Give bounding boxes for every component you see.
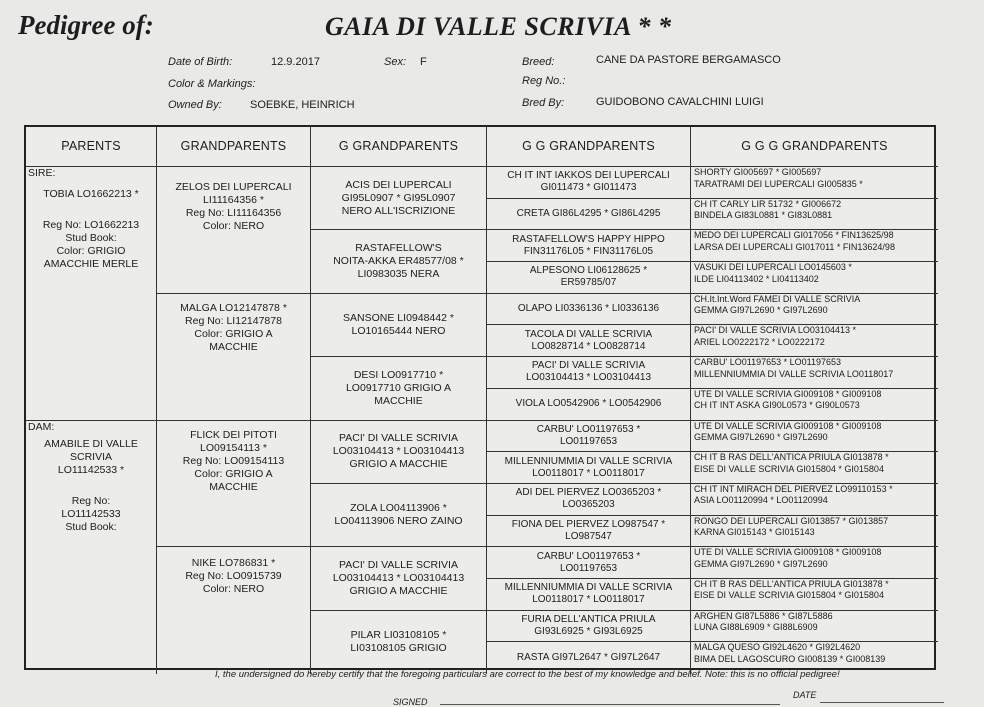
g-grandparent-cell bbox=[311, 421, 487, 484]
ggp-line: GRIGIO A MACCHIE bbox=[349, 458, 448, 471]
ggggp-line: ILDE LI04113402 * LI04113402 bbox=[694, 273, 819, 284]
gggp-line: LO03104413 * LO03104413 bbox=[525, 372, 652, 384]
sire-color: Color: GRIGIO bbox=[56, 245, 126, 257]
gp-line: MACCHIE bbox=[209, 480, 258, 493]
ggggp-line: RONGO DEI LUPERCALI GI013857 * GI013857 bbox=[694, 515, 889, 526]
dam-reg-1: Reg No: bbox=[71, 494, 111, 507]
grandparent-cell bbox=[157, 167, 311, 294]
dam-studbook: Stud Book: bbox=[65, 520, 117, 533]
gp-line: Reg No: LI11164356 bbox=[185, 207, 282, 219]
ggggp-line: KARNA GI015143 * GI015143 bbox=[694, 527, 815, 538]
g-grandparent-cell bbox=[311, 294, 487, 357]
ggg-grandparent-cell bbox=[691, 230, 938, 262]
header-parents: PARENTS bbox=[26, 127, 157, 167]
gggp-line: GI93L6925 * GI93L6925 bbox=[534, 625, 643, 637]
dam-cell bbox=[26, 421, 157, 675]
ggggp-line: MALGA QUESO GI92L4620 * GI92L4620 bbox=[694, 642, 861, 653]
gp-line: LO09154113 * bbox=[200, 441, 267, 454]
gggp-line: GI011473 * GI011473 bbox=[540, 182, 637, 194]
ggp-line: LO03104413 * LO03104413 bbox=[332, 571, 465, 584]
ggp-line: ZOLA LO04113906 * bbox=[350, 502, 447, 515]
date-label: DATE bbox=[793, 690, 817, 700]
dam-name-1: AMABILE DI VALLE bbox=[44, 437, 138, 450]
sire-tag: SIRE: bbox=[28, 167, 56, 179]
dam-name-2: SCRIVIA bbox=[69, 450, 112, 463]
dob-label: Date of Birth: bbox=[168, 56, 233, 68]
ggggp-line: EISE DI VALLE SCRIVIA GI015804 * GI015804 bbox=[694, 590, 884, 601]
ggp-line: RASTAFELLOW'S bbox=[355, 242, 442, 255]
gggp-line: FIN31176L05 * FIN31176L05 bbox=[523, 245, 654, 257]
gggp-line: CH IT INT IAKKOS DEI LUPERCALI bbox=[507, 170, 670, 182]
gg-grandparent-cell bbox=[487, 262, 691, 294]
gggp-line: LO01197653 bbox=[559, 435, 618, 447]
gg-grandparent-cell bbox=[487, 199, 691, 231]
gp-line: Color: GRIGIO A bbox=[194, 327, 273, 340]
ggg-grandparent-cell bbox=[691, 516, 938, 548]
breed-label: Breed: bbox=[522, 56, 555, 68]
ggp-line: LO10165444 NERO bbox=[351, 324, 446, 337]
gggp-line: ER59785/07 bbox=[560, 277, 617, 289]
ggg-grandparent-cell bbox=[691, 325, 938, 357]
sex-value: F bbox=[420, 56, 427, 68]
ggggp-line: BIMA DEL LAGOSCURO GI008139 * GI008139 bbox=[694, 653, 886, 664]
grandparent-cell bbox=[157, 421, 311, 548]
gggp-line: FIONA DEL PIERVEZ LO987547 * bbox=[511, 518, 666, 530]
ggggp-line: TARATRAMI DEI LUPERCALI GI005835 * bbox=[694, 178, 863, 189]
sire-studbook: Stud Book: bbox=[65, 232, 117, 244]
gggp-line: VIOLA LO0542906 * LO0542906 bbox=[515, 398, 662, 410]
ggp-line: LI0983035 NERA bbox=[357, 268, 440, 281]
gg-grandparent-cell bbox=[487, 357, 691, 389]
certification-text: I, the undersigned do hereby certify that the foregoing particulars are correct to the best of my knowledge and belief. Note: this is no official pedigree! bbox=[215, 669, 840, 680]
gp-line: Color: GRIGIO A bbox=[194, 467, 273, 480]
ggggp-line: MILLENNIUMMIA DI VALLE SCRIVIA LO0118017 bbox=[694, 368, 894, 379]
sire-name: TOBIA LO1662213 * bbox=[43, 188, 139, 200]
gggp-line: CARBU' LO01197653 * bbox=[536, 423, 641, 435]
ggggp-line: LARSA DEI LUPERCALI GI017011 * FIN13624/98 bbox=[694, 241, 895, 252]
gp-line: FLICK DEI PITOTI bbox=[190, 428, 277, 441]
dam-tag: DAM: bbox=[28, 420, 55, 433]
breeder-value: GUIDOBONO CAVALCHINI LUIGI bbox=[596, 96, 764, 108]
ggg-grandparent-cell bbox=[691, 484, 938, 516]
grandparent-cell bbox=[157, 547, 311, 674]
gggp-line: LO0118017 * LO0118017 bbox=[532, 594, 645, 606]
header-gg-grandparents: G G GRANDPARENTS bbox=[487, 127, 691, 167]
ggggp-line: CH.It.Int.Word FAMEI DI VALLE SCRIVIA bbox=[694, 293, 861, 304]
gp-line: Color: NERO bbox=[202, 583, 265, 596]
dam-reg-2: LO11142533 bbox=[61, 507, 121, 520]
dam-name-3: LO11142533 * bbox=[57, 463, 125, 476]
ggp-line: PACI' DI VALLE SCRIVIA bbox=[339, 558, 458, 571]
ggg-grandparent-cell bbox=[691, 547, 938, 579]
header-g-grandparents: G GRANDPARENTS bbox=[311, 127, 487, 167]
bred-by-label: Bred By: bbox=[522, 97, 565, 109]
gggp-line: PACI' DI VALLE SCRIVIA bbox=[531, 360, 646, 372]
ggg-grandparent-cell bbox=[691, 357, 938, 389]
sire-color2: AMACCHIE MERLE bbox=[43, 258, 139, 270]
ggggp-line: ARIEL LO0222172 * LO0222172 bbox=[694, 336, 825, 347]
sire-cell bbox=[26, 167, 157, 421]
ggggp-line: CARBU' LO01197653 * LO01197653 bbox=[694, 357, 841, 368]
ggggp-line: MEDO DEI LUPERCALI GI017056 * FIN13625/98 bbox=[694, 230, 894, 241]
breed-value: CANE DA PASTORE BERGAMASCO bbox=[596, 54, 781, 66]
gggp-line: LO0118017 * LO0118017 bbox=[532, 467, 645, 479]
ggp-line: LI03108105 GRIGIO bbox=[350, 642, 447, 655]
ggggp-line: CH IT B RAS DELL'ANTICA PRIULA GI013878 * bbox=[694, 452, 889, 463]
sire-reg: Reg No: LO1662213 bbox=[42, 219, 140, 231]
signed-label: SIGNED bbox=[393, 697, 428, 707]
gggp-line: LO0365203 bbox=[562, 499, 615, 511]
header-ggg-grandparents: G G G GRANDPARENTS bbox=[691, 127, 938, 167]
ggp-line: NOITA-AKKA ER48577/08 * bbox=[333, 255, 464, 268]
ggp-line: ACIS DEI LUPERCALI bbox=[345, 178, 452, 191]
ggp-line: PILAR LI03108105 * bbox=[350, 629, 447, 642]
ggggp-line: GEMMA GI97L2690 * GI97L2690 bbox=[694, 432, 828, 442]
gg-grandparent-cell bbox=[487, 484, 691, 516]
ggggp-line: CH IT INT MIRACH DEL PIERVEZ LO99110153 * bbox=[694, 483, 893, 494]
ggg-grandparent-cell bbox=[691, 421, 938, 453]
ggp-line: LO04113906 NERO ZAINO bbox=[334, 515, 463, 528]
gg-grandparent-cell bbox=[487, 452, 691, 484]
g-grandparent-cell bbox=[311, 611, 487, 674]
ggggp-line: VASUKI DEI LUPERCALI LO0145603 * bbox=[694, 262, 852, 273]
ggggp-line: UTE DI VALLE SCRIVIA GI009108 * GI009108 bbox=[694, 547, 882, 558]
ggg-grandparent-cell bbox=[691, 452, 938, 484]
ggggp-line: CH IT CARLY LIR 51732 * GI006672 bbox=[694, 198, 842, 209]
header-grandparents: GRANDPARENTS bbox=[157, 127, 311, 167]
gg-grandparent-cell bbox=[487, 325, 691, 357]
ggggp-line: UTE DI VALLE SCRIVIA GI009108 * GI009108 bbox=[694, 420, 882, 431]
ggggp-line: EISE DI VALLE SCRIVIA GI015804 * GI015804 bbox=[694, 463, 884, 474]
color-markings-label: Color & Markings: bbox=[168, 78, 256, 90]
ggg-grandparent-cell bbox=[691, 167, 938, 199]
ggg-grandparent-cell bbox=[691, 611, 938, 643]
gggp-line: MILLENNIUMMIA DI VALLE SCRIVIA bbox=[504, 582, 673, 594]
pedigree-label: Pedigree of: bbox=[18, 10, 154, 40]
ggggp-line: CH IT INT ASKA GI90L0573 * GI90L0573 bbox=[694, 400, 860, 411]
ggp-line: DESI LO0917710 * bbox=[353, 368, 444, 381]
g-grandparent-cell bbox=[311, 484, 487, 547]
ggp-line: GRIGIO A MACCHIE bbox=[349, 584, 448, 597]
gg-grandparent-cell bbox=[487, 579, 691, 611]
gggp-line: TACOLA DI VALLE SCRIVIA bbox=[524, 328, 653, 340]
gp-line: Reg No: LO0915739 bbox=[185, 570, 282, 583]
g-grandparent-cell bbox=[311, 230, 487, 293]
gg-grandparent-cell bbox=[487, 421, 691, 453]
pedigree-table bbox=[24, 125, 936, 670]
g-grandparent-cell bbox=[311, 547, 487, 610]
gp-line: MALGA LO12147878 * bbox=[180, 301, 287, 314]
gggp-line: MILLENNIUMMIA DI VALLE SCRIVIA bbox=[504, 455, 673, 467]
ggg-grandparent-cell bbox=[691, 294, 938, 326]
gg-grandparent-cell bbox=[487, 230, 691, 262]
gggp-line: CARBU' LO01197653 * bbox=[536, 550, 641, 562]
ggggp-line: PACI' DI VALLE SCRIVIA LO03104413 * bbox=[694, 325, 856, 336]
gggp-line: RASTAFELLOW'S HAPPY HIPPO bbox=[512, 233, 665, 245]
gggp-line: RASTA GI97L2647 * GI97L2647 bbox=[516, 652, 661, 664]
gggp-line: LO01197653 bbox=[559, 562, 618, 574]
owner-value: SOEBKE, HEINRICH bbox=[250, 99, 355, 111]
ggp-line: LO03104413 * LO03104413 bbox=[332, 445, 465, 458]
ggggp-line: ARGHEN GI87L5886 * GI87L5886 bbox=[694, 610, 833, 621]
ggggp-line: CH IT B RAS DELL'ANTICA PRIULA GI013878 * bbox=[694, 578, 889, 589]
ggp-line: GI95L0907 * GI95L0907 bbox=[341, 191, 456, 204]
ggg-grandparent-cell bbox=[691, 389, 938, 421]
ggggp-line: UTE DI VALLE SCRIVIA GI009108 * GI009108 bbox=[694, 388, 882, 399]
owned-by-label: Owned By: bbox=[168, 99, 222, 111]
ggg-grandparent-cell bbox=[691, 199, 938, 231]
gggp-line: FURIA DELL'ANTICA PRIULA bbox=[521, 613, 656, 625]
gg-grandparent-cell bbox=[487, 516, 691, 548]
signature-line bbox=[440, 704, 780, 705]
gg-grandparent-cell bbox=[487, 389, 691, 421]
gg-grandparent-cell bbox=[487, 547, 691, 579]
ggggp-line: BINDELA GI83L0881 * GI83L0881 bbox=[694, 210, 833, 221]
gp-line: Reg No: LI12147878 bbox=[185, 314, 282, 327]
dog-name-title: GAIA DI VALLE SCRIVIA * * bbox=[325, 12, 672, 41]
g-grandparent-cell bbox=[311, 357, 487, 420]
ggg-grandparent-cell bbox=[691, 579, 938, 611]
gp-line: Reg No: LO09154113 bbox=[182, 454, 285, 467]
dob-value: 12.9.2017 bbox=[271, 56, 320, 68]
gp-line: MACCHIE bbox=[209, 340, 258, 353]
date-line bbox=[820, 702, 944, 703]
gggp-line: LO987547 bbox=[565, 530, 612, 542]
gggp-line: OLAPO LI0336136 * LI0336136 bbox=[517, 303, 660, 315]
ggp-line: MACCHIE bbox=[374, 394, 423, 407]
gggp-line: LO0828714 * LO0828714 bbox=[531, 340, 646, 352]
ggggp-line: GEMMA GI97L2690 * GI97L2690 bbox=[694, 558, 828, 569]
ggp-line: LO0917710 GRIGIO A bbox=[345, 381, 452, 394]
gggp-line: ALPESONO LI06128625 * bbox=[529, 265, 648, 277]
ggggp-line: SHORTY GI005697 * GI005697 bbox=[694, 167, 822, 177]
gp-line: LI11164356 * bbox=[203, 194, 264, 206]
gg-grandparent-cell bbox=[487, 294, 691, 326]
ggggp-line: GEMMA GI97L2690 * GI97L2690 bbox=[694, 305, 828, 316]
gp-line: ZELOS DEI LUPERCALI bbox=[175, 181, 292, 193]
gggp-line: CRETA GI86L4295 * GI86L4295 bbox=[516, 208, 661, 220]
gg-grandparent-cell bbox=[487, 611, 691, 643]
grandparent-cell bbox=[157, 294, 311, 421]
reg-label: Reg No.: bbox=[522, 75, 566, 87]
ggg-grandparent-cell bbox=[691, 262, 938, 294]
ggggp-line: LUNA GI88L6909 * GI88L6909 bbox=[694, 622, 818, 633]
gggp-line: ADI DEL PIERVEZ LO0365203 * bbox=[515, 487, 662, 499]
sex-label: Sex: bbox=[384, 56, 407, 68]
gp-line: NIKE LO786831 * bbox=[191, 557, 276, 570]
gg-grandparent-cell bbox=[487, 167, 691, 199]
ggp-line: NERO ALL'ISCRIZIONE bbox=[341, 204, 456, 217]
ggp-line: PACI' DI VALLE SCRIVIA bbox=[339, 432, 458, 445]
g-grandparent-cell bbox=[311, 167, 487, 230]
gp-line: Color: NERO bbox=[202, 220, 265, 232]
ggggp-line: ASIA LO01120994 * LO01120994 bbox=[694, 495, 828, 506]
ggp-line: SANSONE LI0948442 * bbox=[343, 311, 454, 324]
